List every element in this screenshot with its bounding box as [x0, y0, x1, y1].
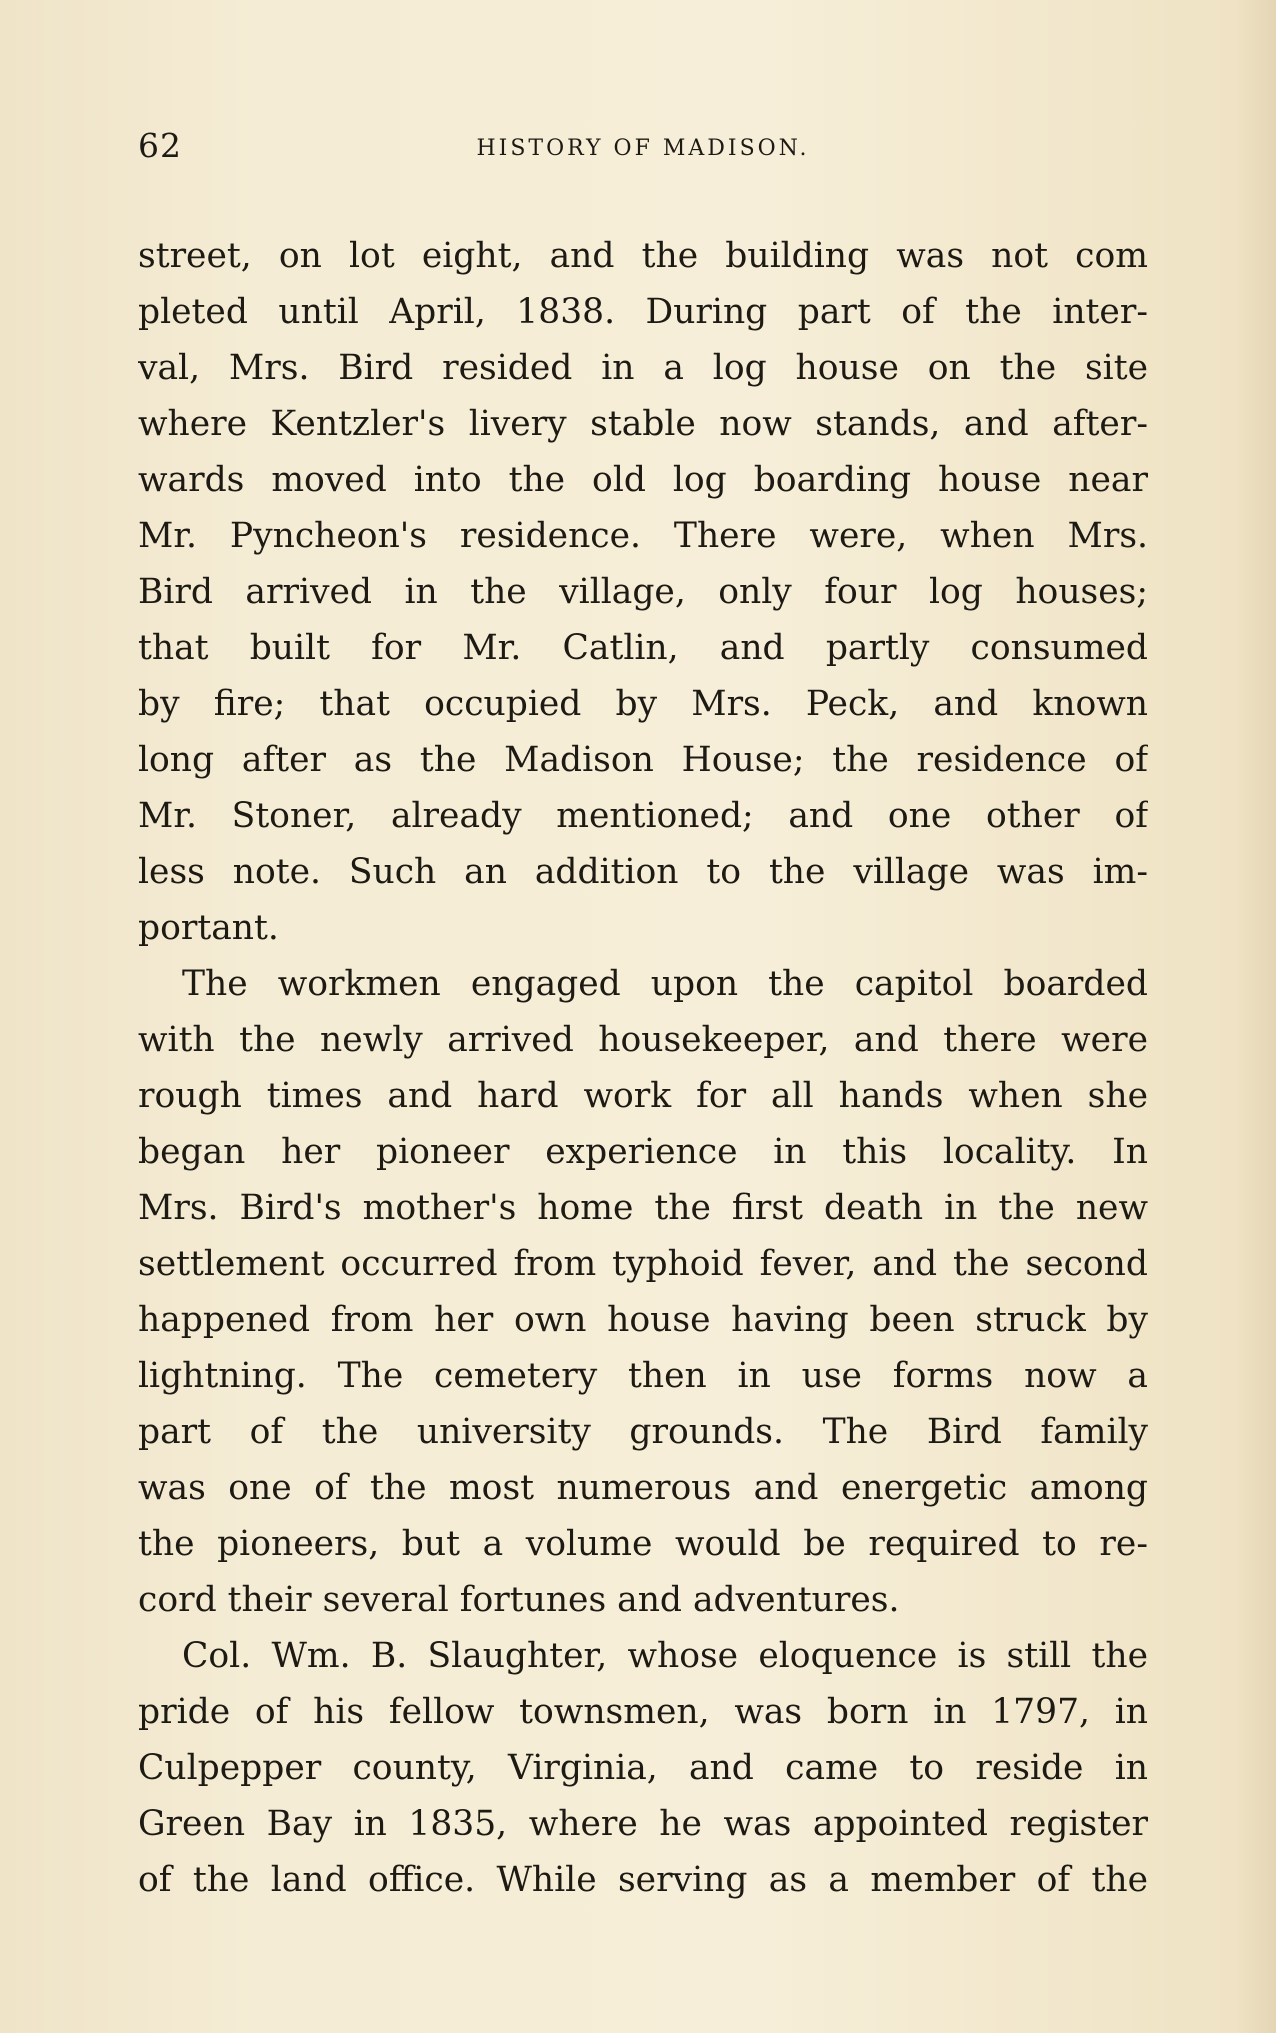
page-header — [138, 126, 1148, 176]
text-line: Mrs. Bird's mother's home the first death in the new — [138, 1188, 1148, 1228]
text-line: Mr. Pyncheon's residence. There were, when Mrs. — [138, 516, 1148, 556]
text-line: Green Bay in 1835, where he was appointed register — [138, 1804, 1148, 1844]
text-line: part of the university grounds. The Bird family — [138, 1412, 1148, 1452]
text-line: Mr. Stoner, already mentioned; and one other of — [138, 796, 1148, 836]
text-line: pride of his fellow townsmen, was born in 1797, in — [138, 1692, 1148, 1732]
text-line: Col. Wm. B. Slaughter, whose eloquence is still the — [182, 1636, 1148, 1676]
paragraph-2 — [138, 956, 1148, 1628]
text-line: was one of the most numerous and energetic among — [138, 1468, 1148, 1508]
text-line: portant. — [138, 908, 279, 948]
text-line: of the land office. While serving as a member of the — [138, 1860, 1148, 1900]
running-title: HISTORY OF MADISON. — [476, 136, 810, 161]
text-line: Culpepper county, Virginia, and came to reside in — [138, 1748, 1148, 1788]
text-line: that built for Mr. Catlin, and partly consumed — [138, 628, 1148, 668]
paragraph-1 — [138, 228, 1148, 956]
text-line: pleted until April, 1838. During part of the inter- — [138, 292, 1148, 332]
text-line: rough times and hard work for all hands when she — [138, 1076, 1148, 1116]
text-line: by fire; that occupied by Mrs. Peck, and known — [138, 684, 1148, 724]
page-edge-shadow — [1236, 0, 1276, 2033]
text-line: wards moved into the old log boarding house near — [138, 460, 1148, 500]
body-text — [138, 228, 1148, 1908]
text-line: The workmen engaged upon the capitol boarded — [182, 964, 1148, 1004]
text-line: where Kentzler's livery stable now stands, and after- — [138, 404, 1148, 444]
text-line: cord their several fortunes and adventures. — [138, 1580, 900, 1620]
page-number: 62 — [138, 126, 182, 165]
text-line: the pioneers, but a volume would be required to re- — [138, 1524, 1148, 1564]
text-line: val, Mrs. Bird resided in a log house on the site — [138, 348, 1148, 388]
text-line: began her pioneer experience in this locality. In — [138, 1132, 1148, 1172]
text-line: with the newly arrived housekeeper, and there were — [138, 1020, 1148, 1060]
text-line: settlement occurred from typhoid fever, and the second — [138, 1244, 1148, 1284]
text-line: Bird arrived in the village, only four log houses; — [138, 572, 1148, 612]
text-line: lightning. The cemetery then in use forms now a — [138, 1356, 1148, 1396]
paragraph-3 — [138, 1628, 1148, 1908]
text-line: street, on lot eight, and the building was not com — [138, 236, 1148, 276]
text-line: long after as the Madison House; the residence of — [138, 740, 1148, 780]
text-line: happened from her own house having been struck by — [138, 1300, 1148, 1340]
text-line: less note. Such an addition to the village was im- — [138, 852, 1148, 892]
